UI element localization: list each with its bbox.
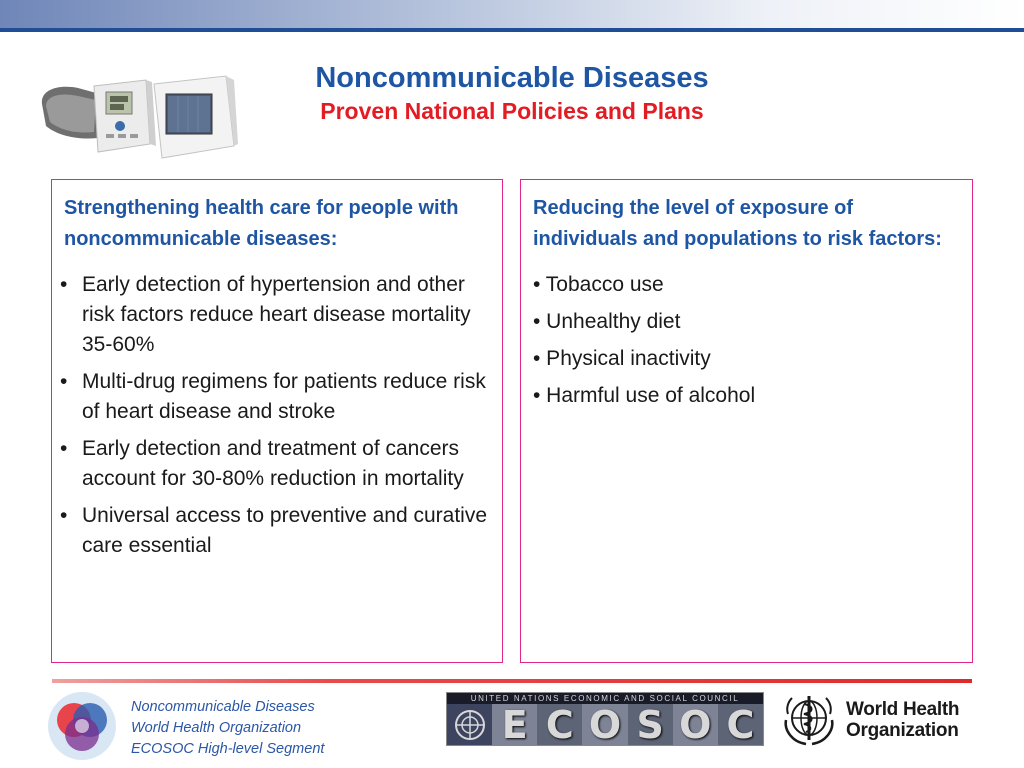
- ncd-circles-logo-icon: [46, 690, 118, 762]
- bullet-glyph: •: [60, 437, 68, 460]
- list-item-text: Multi-drug regimens for patients reduce risk of heart disease and stroke: [82, 370, 486, 423]
- who-line: World Health: [846, 699, 960, 720]
- bullet-glyph: •: [60, 504, 68, 527]
- ecosoc-letter: C: [537, 704, 582, 746]
- footer-line: ECOSOC High-level Segment: [131, 741, 325, 757]
- left-bullet-list: [60, 270, 492, 561]
- left-panel: [51, 179, 503, 663]
- list-item: [60, 501, 492, 561]
- footer-rule: [52, 679, 972, 683]
- slide-subtitle: Proven National Policies and Plans: [320, 98, 704, 124]
- list-item: • Tobacco use: [533, 273, 664, 296]
- who-line: Organization: [846, 720, 959, 741]
- right-panel-heading: Reducing the level of exposure of individuals and populations to risk factors:: [533, 197, 942, 250]
- top-gradient-bar: [0, 0, 1024, 28]
- right-bullet-list: [533, 270, 962, 411]
- list-item: [60, 367, 492, 427]
- list-item: [60, 434, 492, 494]
- bullet-glyph: •: [60, 370, 68, 393]
- top-rule: [0, 28, 1024, 32]
- left-panel-heading: Strengthening health care for people with noncommunicable diseases:: [64, 197, 459, 250]
- bullet-glyph: •: [60, 273, 68, 296]
- footer-line: World Health Organization: [131, 720, 302, 736]
- ecosoc-letter: O: [673, 704, 718, 746]
- ecosoc-letter: S: [628, 704, 673, 746]
- list-item: • Unhealthy diet: [533, 310, 681, 333]
- who-wordmark: [846, 699, 959, 741]
- list-item: • Harmful use of alcohol: [533, 384, 756, 407]
- who-emblem-icon: [780, 690, 838, 748]
- ecosoc-banner-text: UNITED NATIONS ECONOMIC AND SOCIAL COUNCIL: [447, 693, 763, 704]
- list-item: [60, 270, 492, 360]
- un-globe-svg: [453, 708, 487, 742]
- title-block: [240, 60, 784, 126]
- ecosoc-letter: O: [582, 704, 627, 746]
- blood-pressure-monitor-icon: [38, 74, 238, 170]
- ecosoc-letters: [447, 704, 763, 746]
- slide-title: Noncommunicable Diseases: [315, 62, 709, 94]
- footer-line: Noncommunicable Diseases: [131, 699, 315, 715]
- un-globe-icon: [447, 704, 492, 746]
- ecosoc-letter: E: [492, 704, 537, 746]
- ecosoc-logo-icon: [446, 692, 764, 746]
- right-panel: [520, 179, 973, 663]
- footer-text: [131, 697, 324, 760]
- list-item-text: Early detection of hypertension and other risk factors reduce heart disease mortality 35-60%: [82, 273, 471, 356]
- who-logo: [780, 690, 970, 750]
- list-item-text: Universal access to preventive and curative care essential: [82, 504, 488, 557]
- ecosoc-letter: C: [718, 704, 763, 746]
- list-item: • Physical inactivity: [533, 347, 711, 370]
- list-item-text: Early detection and treatment of cancers account for 30-80% reduction in mortality: [82, 437, 464, 490]
